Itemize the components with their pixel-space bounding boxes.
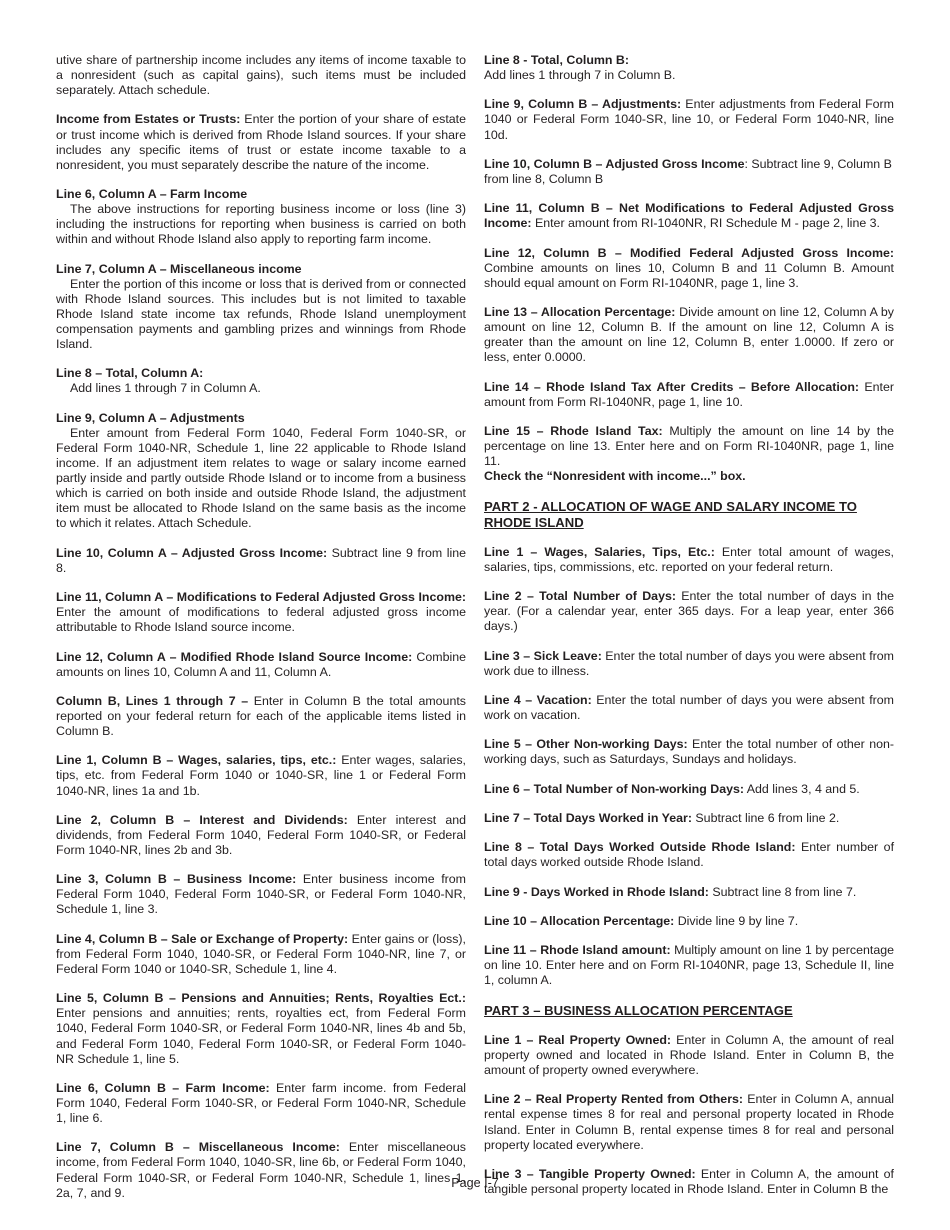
para-line7-col-b: Line 7, Column B – Miscellaneous Income: Enter miscellaneous income, from Federal Form 1040, 1040-SR, line 6b, or Federal Form 1040, Federal Form 1040-SR, or Federal Form 1040-NR, Schedule 1, lines 1, 2a, 7, and 9. — [56, 1140, 466, 1200]
para-p2-line5: Line 5 – Other Non-working Days: Enter the total number of other non-working days, such as Saturdays, Sundays and holidays. — [484, 737, 894, 767]
para-p3-line1: Line 1 – Real Property Owned: Enter in Column A, the amount of real property owned and located in Rhode Island. Enter in Column B, the amount of property owned everywhere. — [484, 1032, 894, 1078]
para-p2-line11: Line 11 – Rhode Island amount: Multiply amount on line 1 by percentage on line 10. Enter here and on Form RI-1040NR, page 13, Schedule II, line 1, column A. — [484, 943, 895, 988]
para-p2-line9: Line 9 - Days Worked in Rhode Island: Subtract line 8 from line 7. — [484, 884, 857, 899]
para-estates-trusts: Income from Estates or Trusts: Enter the portion of your share of estate or trust income which is derived from Rhode Island sources. If your share includes any specific items of trust or estate income taxable to a nonresident, you must separately describe the nature of the income. — [56, 112, 466, 172]
para-partnership-continued: utive share of partnership income includes any items of income taxable to a nonresident (such as capital gains), such items must be included separately. Attach schedule. — [56, 53, 466, 98]
para-line14: Line 14 – Rhode Island Tax After Credits – Before Allocation: Enter amount from Form RI-1040NR, page 1, line 10. — [484, 379, 895, 409]
para-p2-line7: Line 7 – Total Days Worked in Year: Subtract line 6 from line 2. — [484, 811, 840, 825]
para-line9-col-b: Line 9, Column B – Adjustments: Enter adjustments from Federal Form 1040 or Federal Form 1040-SR, line 10, or Federal Form 1040-NR, line 10d. — [484, 97, 894, 142]
para-line6-col-b: Line 6, Column B – Farm Income: Enter farm income. from Federal Form 1040, Federal Form 1040-SR, or Federal Form 1040-NR, Schedule 1, line 6. — [56, 1080, 466, 1126]
right-column — [484, 53, 894, 1211]
para-col-b-lines-1-7: Column B, Lines 1 through 7 – Enter in Column B the total amounts reported on your federal return for each of the applicable items listed in Column B. — [56, 693, 466, 739]
para-line9-col-a: Line 9, Column A – Adjustments Enter amount from Federal Form 1040, Federal Form 1040-SR, or Federal Form 1040-NR, Schedule 1, line 22 applicable to Rhode Island income. If an adjustment item relates to wage or salary income earned partly inside and partly outside Rhode Island or to income from a business which is carried on both inside and outside Rhode Island, the adjustment item must be allocated to Rhode Island on the same basis as the income to which it relates. Attach Schedule. — [56, 410, 466, 531]
para-line7-col-a: Line 7, Column A – Miscellaneous income Enter the portion of this income or loss that is derived from or connected with Rhode Island sources. This includes but is not limited to taxable Rhode Island state income tax refunds, Rhode Island unemployment compensation payments and gambling prizes and winnings from Rhode Island. — [56, 261, 466, 352]
para-p2-line6: Line 6 – Total Number of Non-working Days: Add lines 3, 4 and 5. — [484, 781, 860, 796]
para-line4-col-b: Line 4, Column B – Sale or Exchange of Property: Enter gains or (loss), from Federal Form 1040, 1040-SR, or Federal Form 1040-NR, line 7, or Federal Form 1040 or 1040-SR, Schedule 1, line 4. — [56, 931, 466, 976]
para-p2-line8: Line 8 – Total Days Worked Outside Rhode Island: Enter number of total days worked outside Rhode Island. — [484, 840, 895, 870]
para-p2-line2: Line 2 – Total Number of Days: Enter the total number of days in the year. (For a calendar year, enter 365 days. For a leap year, enter 366 days.) — [484, 589, 895, 634]
para-line13: Line 13 – Allocation Percentage: Divide amount on line 12, Column A by amount on line 12, Column B. If the amount on line 12, Column A is greater than the amount on line 12, Column B, enter 1.0000. If zero or less, enter 0.0000. — [484, 305, 894, 365]
para-line1-col-b: Line 1, Column B – Wages, salaries, tips, etc.: Enter wages, salaries, tips, etc. from Federal Form 1040 or 1040-SR, line 1 or Federal Form 1040-NR, lines 1a and 1b. — [56, 753, 466, 798]
para-p3-line2: Line 2 – Real Property Rented from Others: Enter in Column A, annual rental expense times 8 for real and personal property located in Rhode Island. Enter in Column B, rental expense times 8 for real and personal property located everywhere. — [484, 1092, 894, 1152]
para-p2-line4: Line 4 – Vacation: Enter the total number of days you were absent from work on vacation. — [484, 692, 894, 723]
para-line10-col-b: Line 10, Column B – Adjusted Gross Income: Subtract line 9, Column B from line 8, Column B — [484, 156, 892, 186]
part3-heading: PART 3 – BUSINESS ALLOCATION PERCENTAGE — [484, 1002, 793, 1018]
para-p2-line3: Line 3 – Sick Leave: Enter the total number of days you were absent from work due to illness. — [484, 648, 894, 678]
para-line2-col-b: Line 2, Column B – Interest and Dividends: Enter interest and dividends, from Federal Form 1040, Federal Form 1040-SR, or Federal Form 1040-NR, lines 2b and 3b. — [56, 812, 466, 857]
left-column — [56, 53, 466, 1215]
page-number: Page I-7 — [451, 1176, 499, 1190]
para-line12-col-a: Line 12, Column A – Modified Rhode Island Source Income: Combine amounts on lines 10, Column A and 11, Column A. — [56, 649, 466, 679]
para-line12-col-b: Line 12, Column B – Modified Federal Adjusted Gross Income: Combine amounts on lines 10, Column B and 11 Column B. Amount should equal amount on Form RI-1040NR, page 1, line 3. — [484, 245, 894, 290]
para-p3-line3: Line 3 – Tangible Property Owned: Enter in Column A, the amount of tangible personal property located in Rhode Island. Enter in Column B the — [484, 1166, 894, 1196]
para-p2-line10: Line 10 – Allocation Percentage: Divide line 9 by line 7. — [484, 913, 799, 928]
para-line8-col-b: Line 8 - Total, Column B: Add lines 1 through 7 in Column B. — [484, 53, 676, 83]
para-line5-col-b: Line 5, Column B – Pensions and Annuities; Rents, Royalties Ect.: Enter pensions and annuities; rents, royalties ect, from Federal Form 1040, Federal Form 1040-SR, or Federal Form 1040-NR, lines 4b and 5b, and Federal Form 1040, Federal Form 1040-SR, or Federal Form 1040-NR Schedule 1, line 5. — [56, 991, 466, 1066]
para-line6-col-a: Line 6, Column A – Farm Income The above instructions for reporting business income or loss (line 3) including the instructions for reporting when business is carried on both within and without Rhode Island also apply to reporting farm income. — [56, 187, 466, 247]
part2-heading: PART 2 - ALLOCATION OF WAGE AND SALARY INCOME TO RHODE ISLAND — [484, 498, 857, 530]
para-line15: Line 15 – Rhode Island Tax: Multiply the amount on line 14 by the percentage on line 13. Enter here and on Form RI-1040NR, page 1, line 11. Check the “Nonresident with income...” box. — [484, 424, 895, 484]
para-p2-line1: Line 1 – Wages, Salaries, Tips, Etc.: Enter total amount of wages, salaries, tips, commissions, etc. reported on your federal return. — [484, 544, 894, 574]
para-line11-col-b: Line 11, Column B – Net Modifications to Federal Adjusted Gross Income: Enter amount from RI-1040NR, RI Schedule M - page 2, line 3. — [484, 201, 894, 231]
para-line8-col-a: Line 8 – Total, Column A: Add lines 1 through 7 in Column A. — [56, 366, 261, 396]
para-line11-col-a: Line 11, Column A – Modifications to Federal Adjusted Gross Income: Enter the amount of modifications to federal adjusted gross income attributable to Rhode Island source income. — [56, 590, 466, 635]
para-line3-col-b: Line 3, Column B – Business Income: Enter business income from Federal Form 1040, Federal Form 1040-SR, or Federal Form 1040-NR, Schedule 1, line 3. — [56, 872, 467, 917]
para-line10-col-a: Line 10, Column A – Adjusted Gross Income: Subtract line 9 from line 8. — [56, 545, 467, 575]
